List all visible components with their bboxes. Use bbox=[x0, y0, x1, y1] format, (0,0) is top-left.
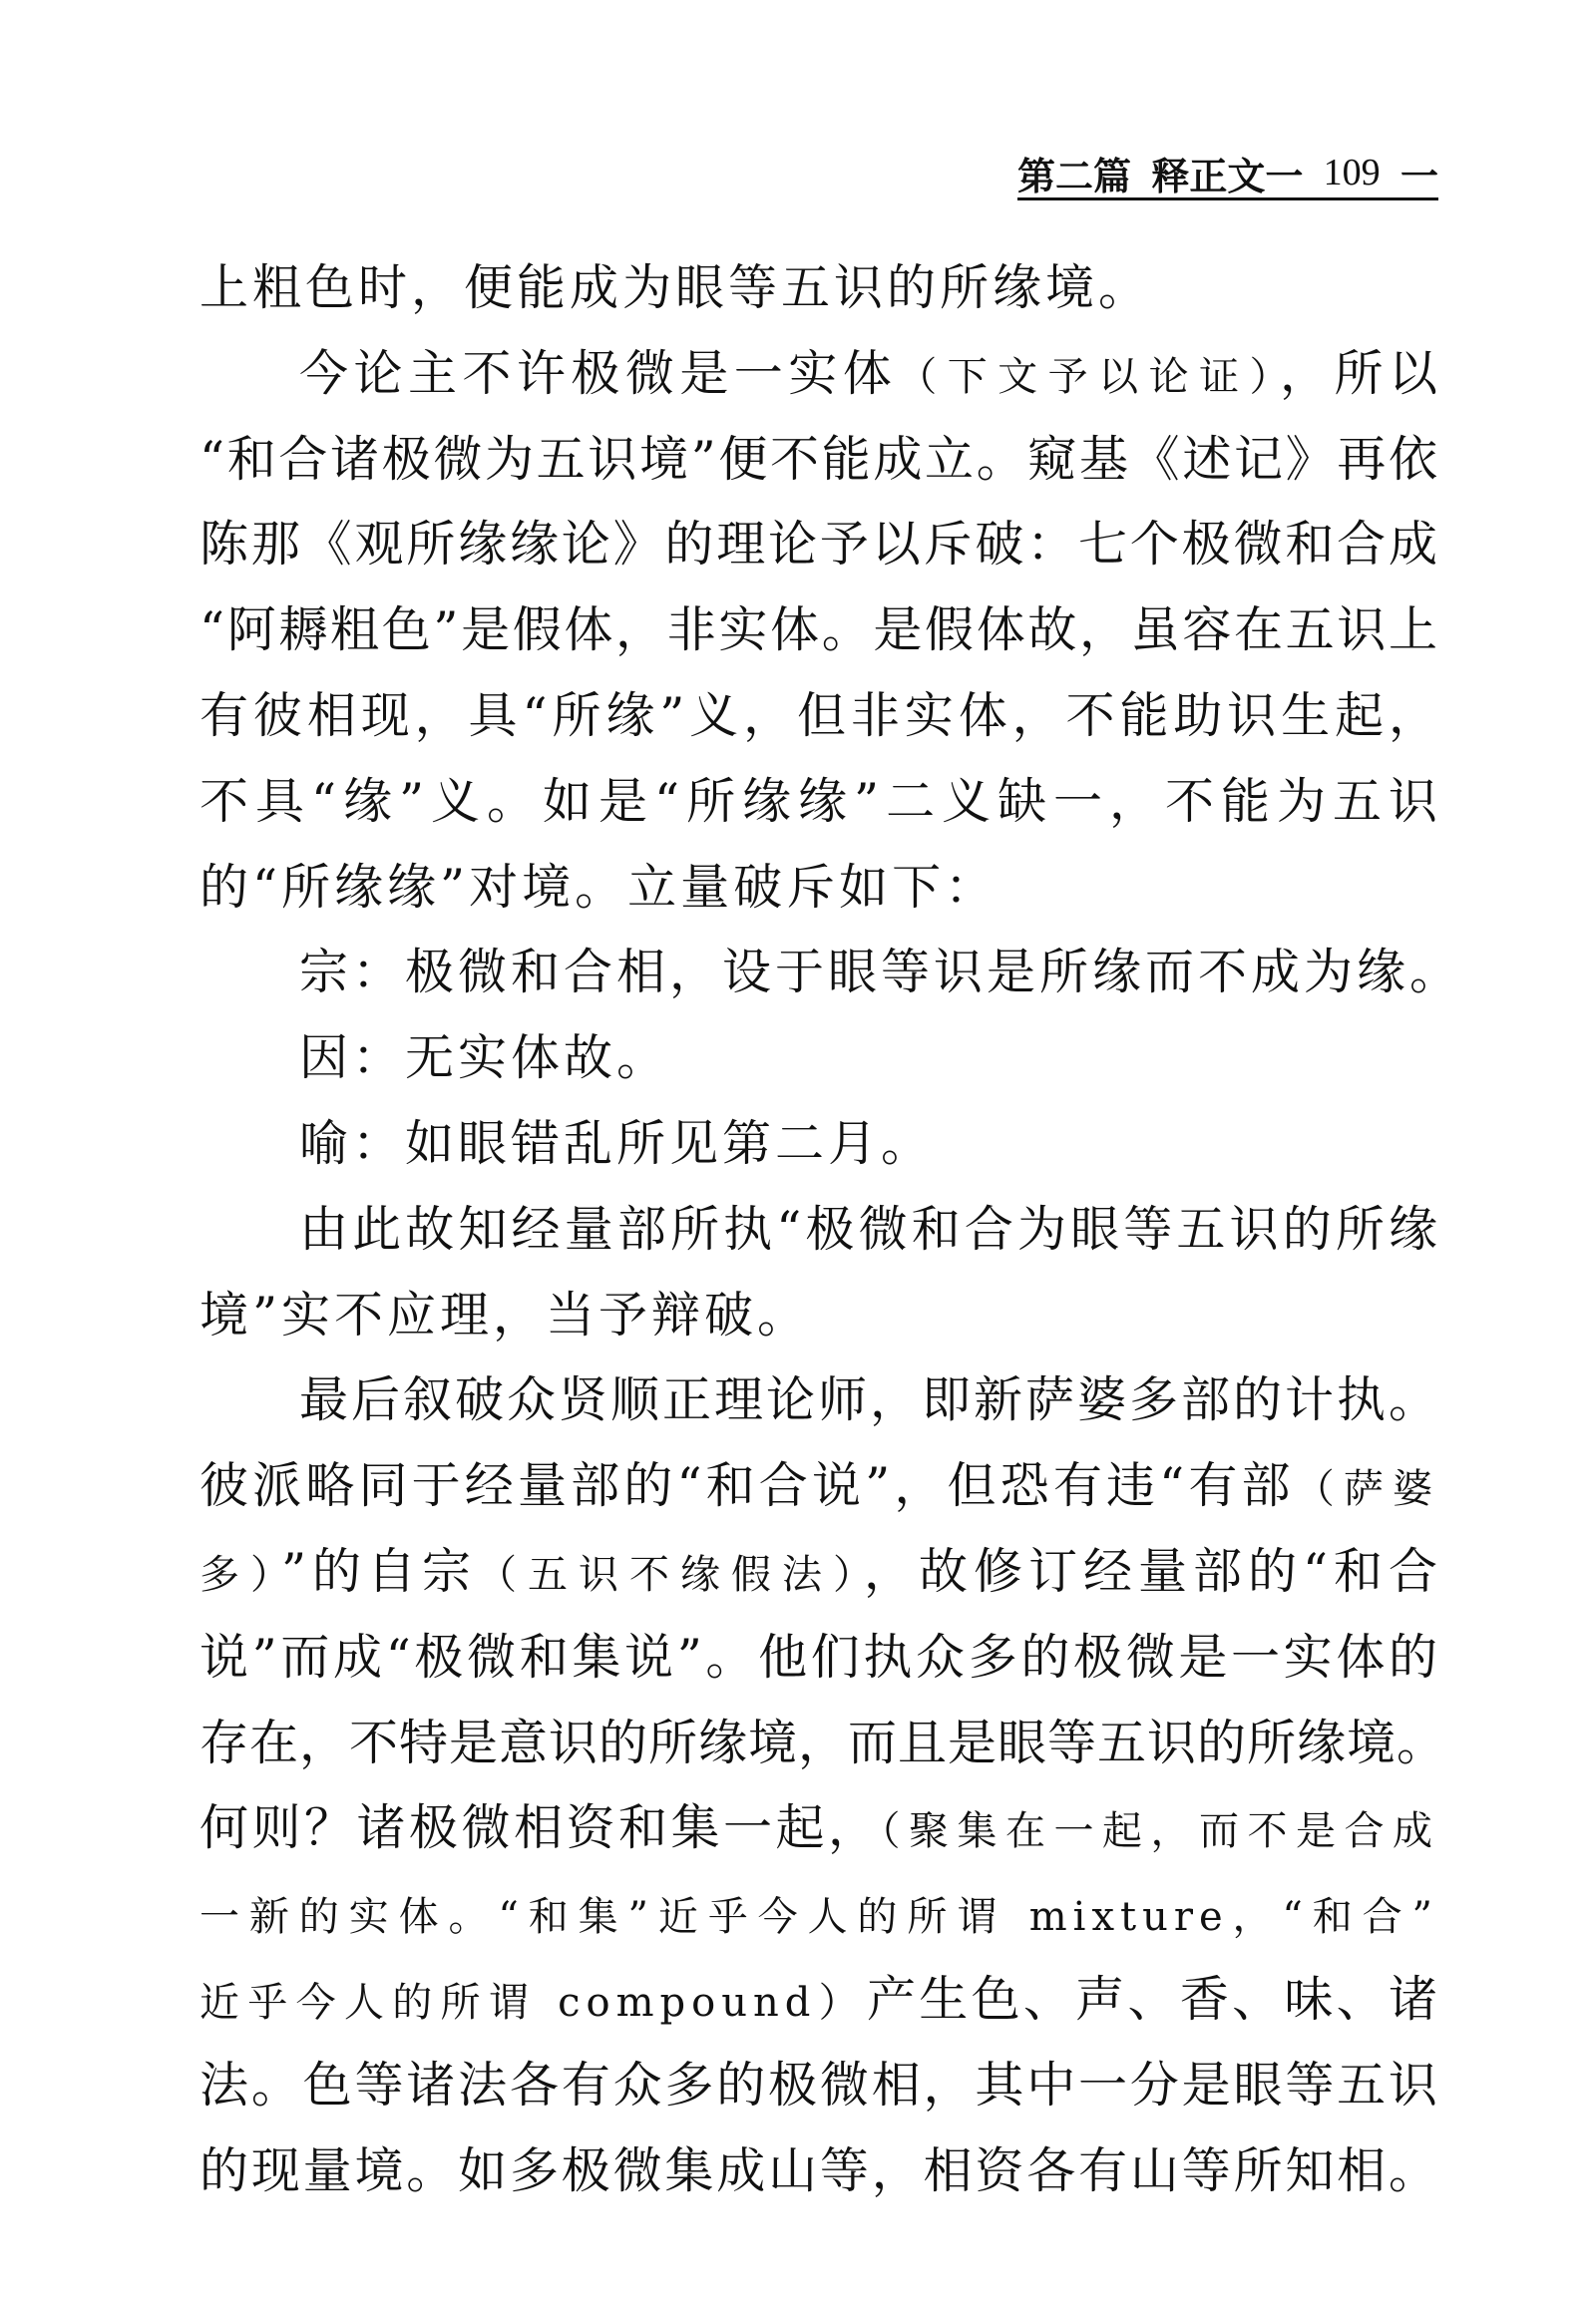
text-segment: “阿耨粗色”是假体，非实体。是假体故，虽容在五识上 bbox=[200, 601, 1438, 659]
text-segment: ，所以 bbox=[1280, 344, 1438, 402]
text-segment: 上粗色时，便能成为眼等五识的所缘境。 bbox=[200, 259, 1152, 316]
running-header bbox=[1017, 148, 1438, 200]
text-line bbox=[200, 1701, 1447, 1786]
text-line bbox=[200, 1357, 1438, 1443]
text-line bbox=[200, 1529, 1438, 1615]
text-line bbox=[200, 1785, 1438, 1871]
text-line bbox=[200, 673, 1438, 759]
text-segment: 何则？诸极微相资和集一起， bbox=[200, 1799, 881, 1857]
text-segment-small: 一新的实体。“和集”近乎今人的所谓 mixture，“和合” bbox=[200, 1894, 1438, 1941]
text-segment: ”的自宗 bbox=[281, 1542, 478, 1600]
text-line bbox=[200, 1615, 1438, 1701]
text-segment: 最后叙破众贤顺正理论师，即新萨婆多部的计执。 bbox=[299, 1371, 1438, 1429]
text-segment: 喻：如眼错乱所见第二月。 bbox=[299, 1114, 935, 1172]
text-line bbox=[200, 417, 1438, 503]
text-segment: 的现量境。如多极微集成山等，相资各有山等所知相。 bbox=[200, 2141, 1438, 2199]
text-line bbox=[200, 1187, 1438, 1273]
text-segment: 宗：极微和合相，设于眼等识是所缘而不成为缘。 bbox=[299, 944, 1463, 1001]
text-line bbox=[200, 1957, 1438, 2043]
text-line bbox=[200, 1273, 1438, 1358]
text-segment-small: （萨婆 bbox=[1294, 1466, 1439, 1513]
text-line bbox=[200, 2043, 1438, 2128]
text-segment: 由此故知经量部所执“极微和合为眼等五识的所缘 bbox=[299, 1200, 1438, 1258]
text-segment: 存在，不特是意识的所缘境，而且是眼等五识的所缘境。 bbox=[200, 1714, 1447, 1771]
text-segment-small: 近乎今人的所谓 compound） bbox=[200, 1979, 867, 2026]
text-line bbox=[200, 1015, 1438, 1101]
page-body-text bbox=[200, 245, 1463, 2213]
text-line bbox=[200, 759, 1438, 845]
text-line bbox=[200, 2128, 1438, 2214]
text-line bbox=[200, 1871, 1438, 1957]
text-line bbox=[200, 245, 1438, 331]
page-number: 109 bbox=[1323, 152, 1381, 193]
text-segment: ，故修订经量部的“和合 bbox=[864, 1542, 1438, 1600]
header-dash: 一 bbox=[1399, 153, 1438, 198]
text-line bbox=[200, 331, 1438, 417]
text-line bbox=[200, 502, 1438, 587]
text-segment: 产生色、声、香、味、诸 bbox=[866, 1970, 1438, 2028]
text-segment-small: （五识不缘假法） bbox=[477, 1551, 864, 1598]
header-section: 第二篇 bbox=[1017, 153, 1132, 198]
text-line bbox=[200, 587, 1438, 673]
header-chapter: 释正文一 bbox=[1151, 153, 1304, 198]
text-segment: 说”而成“极微和集说”。他们执众多的极微是一实体的 bbox=[200, 1628, 1438, 1686]
text-segment: 境”实不应理，当予辩破。 bbox=[200, 1286, 811, 1344]
text-line bbox=[200, 1443, 1438, 1529]
text-segment: 彼派略同于经量部的“和合说”，但恐有违“有部 bbox=[200, 1457, 1295, 1515]
text-segment: 今论主不许极微是一实体 bbox=[299, 344, 898, 402]
text-segment: 陈那《观所缘缘论》的理论予以斥破：七个极微和合成 bbox=[200, 516, 1438, 574]
text-line bbox=[200, 1101, 1438, 1187]
text-segment: 因：无实体故。 bbox=[299, 1029, 670, 1087]
text-segment: 法。色等诸法各有众多的极微相，其中一分是眼等五识 bbox=[200, 2056, 1438, 2114]
text-line bbox=[200, 845, 1438, 931]
text-segment: 不具“缘”义。如是“所缘缘”二义缺一，不能为五识 bbox=[200, 772, 1438, 830]
text-segment-small: （下文予以论证） bbox=[897, 353, 1281, 400]
text-segment-small: （聚集在一起，而不是合成 bbox=[880, 1808, 1438, 1855]
text-line bbox=[200, 930, 1463, 1015]
text-segment-small: 多） bbox=[200, 1551, 281, 1598]
text-segment: “和合诸极微为五识境”便不能成立。窥基《述记》再依 bbox=[200, 430, 1438, 488]
text-segment: 的“所缘缘”对境。立量破斥如下： bbox=[200, 858, 998, 916]
text-segment: 有彼相现，具“所缘”义，但非实体，不能助识生起， bbox=[200, 686, 1438, 744]
